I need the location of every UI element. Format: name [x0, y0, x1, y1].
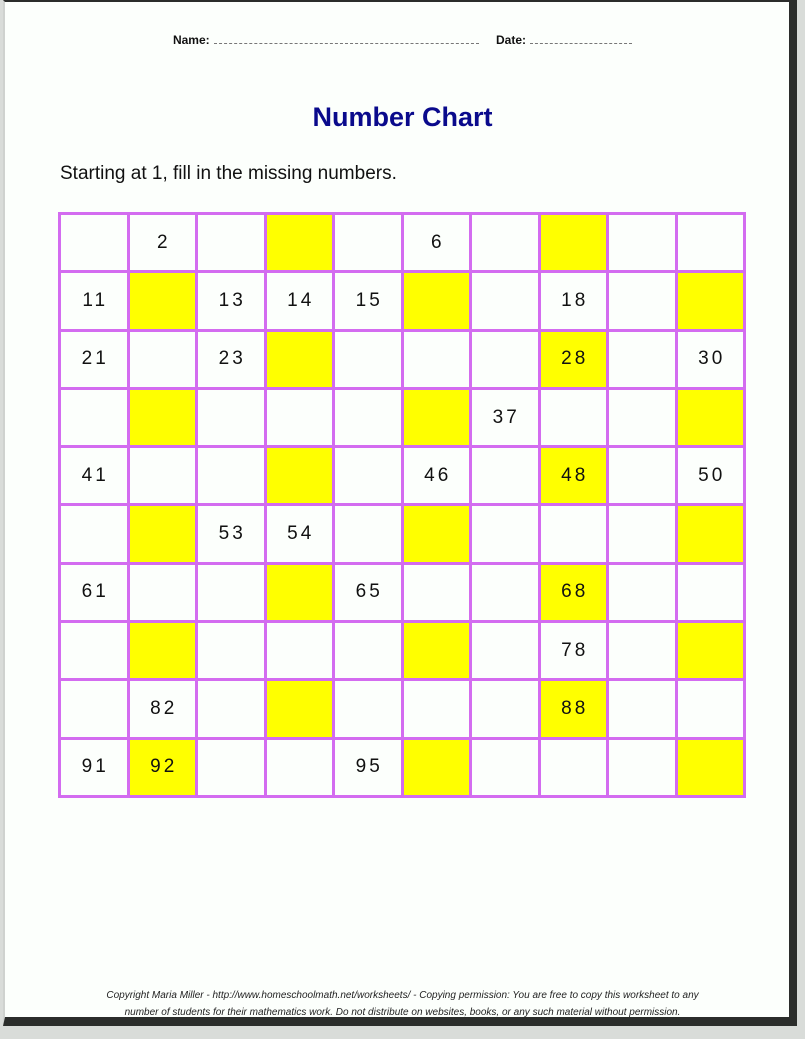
grid-cell[interactable]: 18 — [541, 273, 610, 331]
grid-cell-highlighted[interactable]: 68 — [541, 565, 610, 623]
grid-cell[interactable]: 82 — [130, 681, 199, 739]
grid-cell-highlighted[interactable] — [130, 506, 199, 564]
grid-cell[interactable] — [267, 623, 336, 681]
grid-cell[interactable]: 30 — [678, 332, 747, 390]
grid-cell[interactable] — [541, 740, 610, 798]
grid-cell[interactable] — [267, 390, 336, 448]
grid-cell[interactable] — [198, 681, 267, 739]
grid-cell-highlighted[interactable] — [130, 623, 199, 681]
date-field — [496, 31, 632, 47]
grid-cell-highlighted[interactable]: 28 — [541, 332, 610, 390]
grid-cell-highlighted[interactable] — [130, 273, 199, 331]
grid-cell[interactable]: 37 — [472, 390, 541, 448]
header-fields — [0, 31, 805, 47]
grid-cell-highlighted[interactable] — [678, 740, 747, 798]
grid-cell[interactable] — [335, 623, 404, 681]
grid-cell[interactable] — [472, 740, 541, 798]
name-blank-line[interactable] — [214, 31, 479, 44]
grid-cell[interactable]: 23 — [198, 332, 267, 390]
grid-cell[interactable] — [472, 273, 541, 331]
grid-cell[interactable] — [609, 215, 678, 273]
grid-cell[interactable] — [609, 623, 678, 681]
grid-cell[interactable] — [61, 215, 130, 273]
grid-cell[interactable] — [335, 390, 404, 448]
grid-cell[interactable] — [472, 506, 541, 564]
grid-cell[interactable] — [678, 681, 747, 739]
grid-cell-highlighted[interactable] — [267, 681, 336, 739]
grid-cell[interactable] — [609, 681, 678, 739]
grid-cell-highlighted[interactable] — [404, 623, 473, 681]
grid-cell[interactable] — [609, 740, 678, 798]
grid-cell[interactable] — [678, 215, 747, 273]
grid-cell[interactable]: 91 — [61, 740, 130, 798]
grid-cell[interactable]: 65 — [335, 565, 404, 623]
grid-cell[interactable] — [404, 681, 473, 739]
grid-cell[interactable]: 54 — [267, 506, 336, 564]
grid-cell-highlighted[interactable]: 92 — [130, 740, 199, 798]
grid-cell[interactable] — [130, 448, 199, 506]
grid-cell[interactable]: 11 — [61, 273, 130, 331]
grid-cell[interactable]: 13 — [198, 273, 267, 331]
grid-cell[interactable] — [541, 506, 610, 564]
grid-cell[interactable]: 50 — [678, 448, 747, 506]
grid-cell-highlighted[interactable]: 48 — [541, 448, 610, 506]
grid-cell[interactable]: 2 — [130, 215, 199, 273]
grid-cell[interactable] — [335, 681, 404, 739]
grid-cell[interactable] — [404, 565, 473, 623]
grid-cell-highlighted[interactable] — [267, 215, 336, 273]
grid-cell[interactable] — [472, 215, 541, 273]
grid-cell[interactable]: 15 — [335, 273, 404, 331]
grid-cell[interactable]: 46 — [404, 448, 473, 506]
grid-cell-highlighted[interactable] — [404, 740, 473, 798]
grid-cell[interactable]: 53 — [198, 506, 267, 564]
grid-cell[interactable] — [609, 448, 678, 506]
grid-cell[interactable] — [198, 215, 267, 273]
grid-cell[interactable] — [335, 506, 404, 564]
grid-cell[interactable] — [198, 623, 267, 681]
number-chart-grid — [58, 212, 746, 798]
grid-cell[interactable] — [267, 740, 336, 798]
grid-cell[interactable] — [472, 565, 541, 623]
footer-line-2: number of students for their mathematics work. Do not distribute on websites, books, or any such material without permission. — [124, 1007, 681, 1018]
grid-cell[interactable] — [61, 390, 130, 448]
grid-cell[interactable] — [61, 623, 130, 681]
grid-cell-highlighted[interactable] — [267, 565, 336, 623]
grid-cell[interactable]: 61 — [61, 565, 130, 623]
grid-cell[interactable] — [472, 681, 541, 739]
grid-cell-highlighted[interactable] — [267, 332, 336, 390]
grid-cell[interactable] — [198, 390, 267, 448]
page-title: Number Chart — [312, 102, 493, 132]
grid-cell[interactable] — [541, 390, 610, 448]
grid-cell-highlighted[interactable] — [678, 390, 747, 448]
grid-cell[interactable]: 41 — [61, 448, 130, 506]
name-field — [173, 31, 493, 47]
grid-cell[interactable]: 14 — [267, 273, 336, 331]
grid-cell[interactable] — [61, 681, 130, 739]
grid-cell[interactable] — [472, 448, 541, 506]
grid-cell[interactable] — [335, 215, 404, 273]
grid-cell[interactable] — [130, 332, 199, 390]
grid-cell[interactable] — [472, 332, 541, 390]
grid-cell[interactable] — [130, 565, 199, 623]
grid-cell[interactable] — [335, 448, 404, 506]
grid-cell-highlighted[interactable] — [404, 506, 473, 564]
grid-cell[interactable] — [198, 448, 267, 506]
grid-cell[interactable] — [335, 332, 404, 390]
grid-cell[interactable]: 21 — [61, 332, 130, 390]
grid-cell-highlighted[interactable] — [404, 273, 473, 331]
grid-cell-highlighted[interactable] — [130, 390, 199, 448]
footer-line-1: Copyright Maria Miller - http://www.homeschoolmath.net/worksheets/ - Copying permission: You are free to copy this worksheet to any — [106, 990, 699, 1001]
grid-cell[interactable] — [609, 565, 678, 623]
grid-cell-highlighted[interactable] — [404, 390, 473, 448]
grid-cell-highlighted[interactable] — [678, 623, 747, 681]
grid-cell-highlighted[interactable] — [678, 506, 747, 564]
grid-cell[interactable]: 6 — [404, 215, 473, 273]
grid-cell[interactable] — [198, 740, 267, 798]
copyright-footer — [0, 987, 805, 1021]
name-label: Name: — [172, 33, 210, 47]
grid-cell-highlighted[interactable] — [267, 448, 336, 506]
grid-cell[interactable] — [609, 390, 678, 448]
grid-cell[interactable] — [609, 506, 678, 564]
date-label: Date: — [496, 33, 527, 47]
grid-cell[interactable]: 78 — [541, 623, 610, 681]
instructions-text: Starting at 1, fill in the missing numbers. — [60, 163, 397, 184]
date-blank-line[interactable] — [530, 31, 632, 44]
grid-cell[interactable] — [404, 332, 473, 390]
grid-cell-highlighted[interactable]: 88 — [541, 681, 610, 739]
grid-cell[interactable] — [198, 565, 267, 623]
grid-cell[interactable] — [609, 332, 678, 390]
grid-cell[interactable] — [61, 506, 130, 564]
grid-cell[interactable] — [472, 623, 541, 681]
grid-cell-highlighted[interactable] — [541, 215, 610, 273]
grid-cell-highlighted[interactable] — [678, 273, 747, 331]
grid-cell[interactable]: 95 — [335, 740, 404, 798]
grid-cell[interactable] — [678, 565, 747, 623]
grid-cell[interactable] — [609, 273, 678, 331]
